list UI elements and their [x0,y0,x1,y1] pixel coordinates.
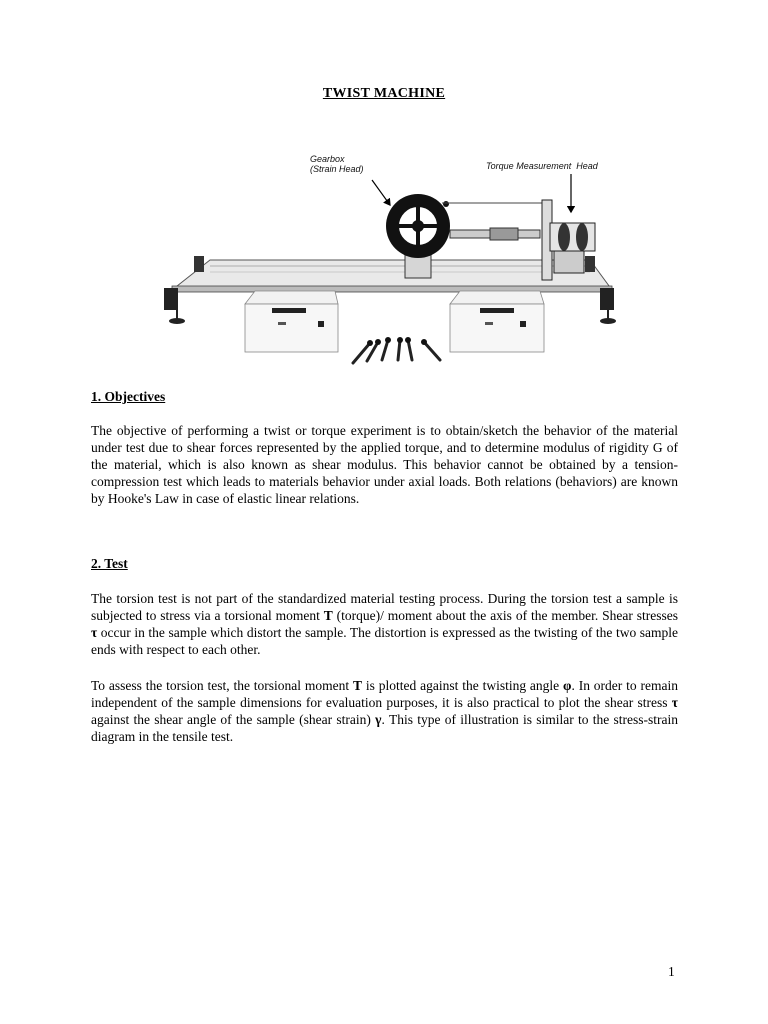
gearbox-label: Gearbox (Strain Head) [310,154,364,174]
section-heading-test: 2. Test [91,556,128,571]
machine-illustration [150,148,630,378]
page-title: TWIST MACHINE [322,86,446,101]
objectives-paragraph: The objective of performing a twist or torque experiment is to obtain/sketch the behavior of the material under test due to shear forces represented by the applied torque, and to determine modulus of rigidity G of the material, which is also known as shear modulus. This behavior cannot be obtained by a tension-compression test which leads to materials behavior under axial loads. Both relations (behaviors) are known by Hooke's Law in case of elastic linear relations. [91,423,678,506]
left-end-block [164,288,178,310]
gearbox-arrow [372,180,390,205]
test-paragraph-2: To assess the torsion test, the torsional moment T is plotted against the twisting angle φ. In order to remain independent of the sample dimensions for evaluation purposes, it is also practical to plot the shear stress τ against the shear angle of the sample (shear strain) γ. This type of illustration is similar to the stress-strain diagram in the tensile test. [91,678,678,744]
right-end-block [600,288,614,310]
left-control-unit [245,291,338,352]
tau-symbol: τ [671,695,678,710]
bench-front-edge [172,286,612,292]
tau-symbol: τ [91,625,98,640]
phi-symbol: φ [563,678,572,693]
torque-head-label: Torque Measurement Head [486,161,598,171]
section-heading-objectives: 1. Objectives [91,389,166,404]
right-control-unit [450,291,544,352]
test-paragraph-1: The torsion test is not part of the standardized material testing process. During the torsion test a sample is subjected to stress via a torsional moment T (torque)/ moment about the axis of the member. Shear stresses τ occur in the sample which distort the sample. The distortion is expressed as the twisting of the two sample ends with respect to each other. [91,591,678,657]
twist-machine-figure [150,148,630,378]
torque-symbol: T [323,608,333,623]
torque-symbol: T [353,678,363,693]
torque-head-body [550,223,595,251]
page-number: 1 [668,964,675,979]
gamma-symbol: γ [375,712,382,727]
specimens [353,340,440,363]
